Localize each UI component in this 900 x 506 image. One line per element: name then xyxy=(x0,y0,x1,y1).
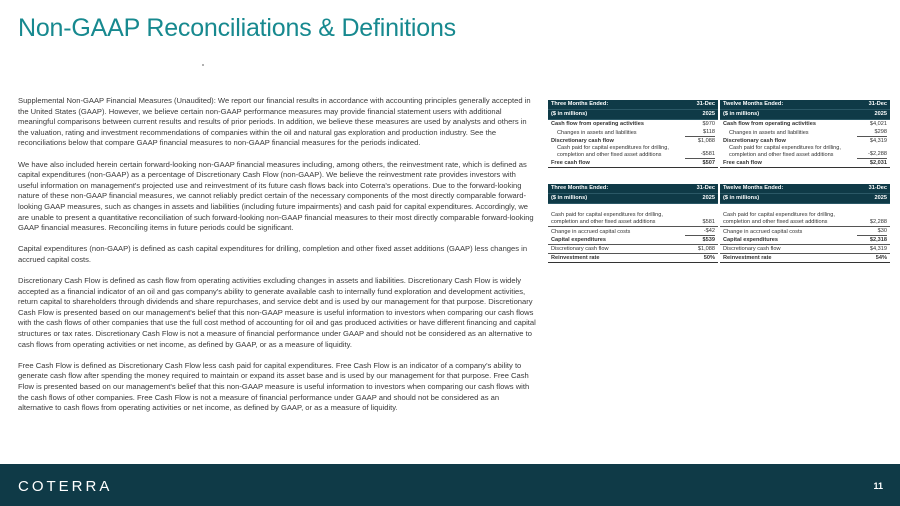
table-header-row: ($ in millions) 2025 xyxy=(548,194,718,204)
table-row: Cash paid for capital expenditures for drilling, completion and other fixed asset additions $2,288 xyxy=(720,212,890,227)
coterra-logo: COTERRA xyxy=(18,478,113,495)
table-row: Discretionary cash flow $1,088 xyxy=(551,138,715,144)
table-header-row: Twelve Months Ended: 31-Dec xyxy=(720,184,890,194)
table-row: Discretionary cash flow $1,088 xyxy=(548,245,718,254)
table-header-row: Three Months Ended: 31-Dec xyxy=(548,100,718,110)
table-fcf-three-months xyxy=(548,100,718,168)
table-row: Capital expenditures $539 xyxy=(548,236,718,245)
table-row: Change in accrued capital costs -$42 xyxy=(551,228,715,235)
table-row: Cash flow from operating activities $4,021 xyxy=(723,121,887,127)
definitions-text xyxy=(18,96,536,424)
table-header-row: Three Months Ended: 31-Dec xyxy=(548,184,718,194)
table-row: Cash paid for capital expenditures for drilling, completion and other fixed asset additions $581 xyxy=(548,212,718,227)
table-reinvestment-three-months xyxy=(548,184,718,263)
table-row: Free cash flow $2,031 xyxy=(720,159,890,168)
table-row: Discretionary cash flow $4,319 xyxy=(723,138,887,144)
table-fcf-twelve-months xyxy=(720,100,890,168)
paragraph-free-cash-flow: Free Cash Flow is defined as Discretionary Cash Flow less cash paid for capital expenditures. Free Cash Flow is an indicator of a company's ability to generate cash flow after spending the money required to maintain or expand its asset base and is used by our management for that purpose. Free Cash Flow is presented based on our management's belief that this non-GAAP measure is useful information to investors when comparing our cash flows with the cash flows of other companies. Free Cash Flow is not a measure of financial performance under GAAP and should not be considered as an alternative to cash flows from operating activities or net income, as defined by GAAP, or as a measure of liquidity. xyxy=(18,360,530,413)
table-row: Changes in assets and liabilities $298 xyxy=(729,129,887,136)
table-header-row: ($ in millions) 2025 xyxy=(720,110,890,120)
table-row: Cash flow from operating activities $970 xyxy=(551,121,715,127)
paragraph-supplemental: Supplemental Non-GAAP Financial Measures (Unaudited): We report our financial results in accordance with accounting principles generally accepted in the United States (GAAP). However, we believe certain non-GAAP performance measures may provide financial statement users with additional meaningful comparisons between current results and results of prior periods. In addition, we believe these measures are used by analysts and others in the valuation, rating and investment recommendations of companies within the oil and natural gas exploration and production industry. See the reconciliations below that compare GAAP financial measures to non-GAAP financial measures for the periods indicated. xyxy=(18,96,531,148)
footer-bar xyxy=(0,464,900,506)
page-title: Non-GAAP Reconciliations & Definitions xyxy=(18,14,456,42)
table-row: Cash paid for capital expenditures for drilling, completion and other fixed asset additions -$2,288 xyxy=(729,145,887,158)
table-row: Discretionary cash flow $4,319 xyxy=(720,245,890,254)
decorative-dot xyxy=(202,64,204,66)
table-header-row: ($ in millions) 2025 xyxy=(548,110,718,120)
table-row: Reinvestment rate 54% xyxy=(720,254,890,263)
table-header-row: Twelve Months Ended: 31-Dec xyxy=(720,100,890,110)
table-row: Change in accrued capital costs $30 xyxy=(723,228,887,235)
table-row: Cash paid for capital expenditures for drilling, completion and other fixed asset additions -$581 xyxy=(557,145,715,158)
paragraph-capex: Capital expenditures (non-GAAP) is defined as cash capital expenditures for drilling, completion and other fixed asset additions (GAAP) less changes in accrued capital costs. xyxy=(18,244,528,264)
page-number: 11 xyxy=(873,481,883,491)
table-header-row: ($ in millions) 2025 xyxy=(720,194,890,204)
paragraph-forward-looking: We have also included herein certain forward-looking non-GAAP financial measures including, among others, the reinvestment rate, which is defined as capital expenditures (non-GAAP) as a percentage of Discretionary Cash Flow (non-GAAP). We believe the reinvestment rate provides investors with useful information on management's projected use and reinvestment of its future cash flows back into Coterra's operations. Due to the forward-looking nature of these non-GAAP financial measures, we cannot reliably predict certain of the necessary components of the most directly comparable forward-looking GAAP measures, such as changes in assets and liabilities (including future impairments) and cash paid for capital expenditures. Accordingly, we are unable to present a quantitative reconciliation of such forward-looking non-GAAP financial measures to their most directly comparable forward-looking GAAP financial measures. Reconciling items in future periods could be significant. xyxy=(18,159,534,233)
table-row: Free cash flow $507 xyxy=(548,159,718,168)
table-row: Reinvestment rate 50% xyxy=(548,254,718,263)
table-row: Capital expenditures $2,318 xyxy=(720,236,890,245)
table-row: Changes in assets and liabilities $118 xyxy=(557,129,715,136)
paragraph-discretionary-cash-flow: Discretionary Cash Flow is defined as cash flow from operating activities excluding changes in assets and liabilities. Discretionary Cash Flow is widely accepted as a financial indicator of an oil and gas company's ability to generate available cash to internally fund exploration and development activities, return capital to shareholders through dividends and share repurchases, and service debt and is used by our management for that purpose. Discretionary Cash Flow is presented based on our management's belief that this non-GAAP measure is useful information to investors when comparing our cash flows with the cash flows of other companies that use the full cost method of accounting for oil and gas produced activities or have different financing and capital structures or tax rates. Discretionary Cash Flow is not a measure of financial performance under GAAP and should not be considered as an alternative to cash flows from operating activities or net income, as defined by GAAP, or as a measure of liquidity. xyxy=(18,276,536,349)
table-reinvestment-twelve-months xyxy=(720,184,890,263)
